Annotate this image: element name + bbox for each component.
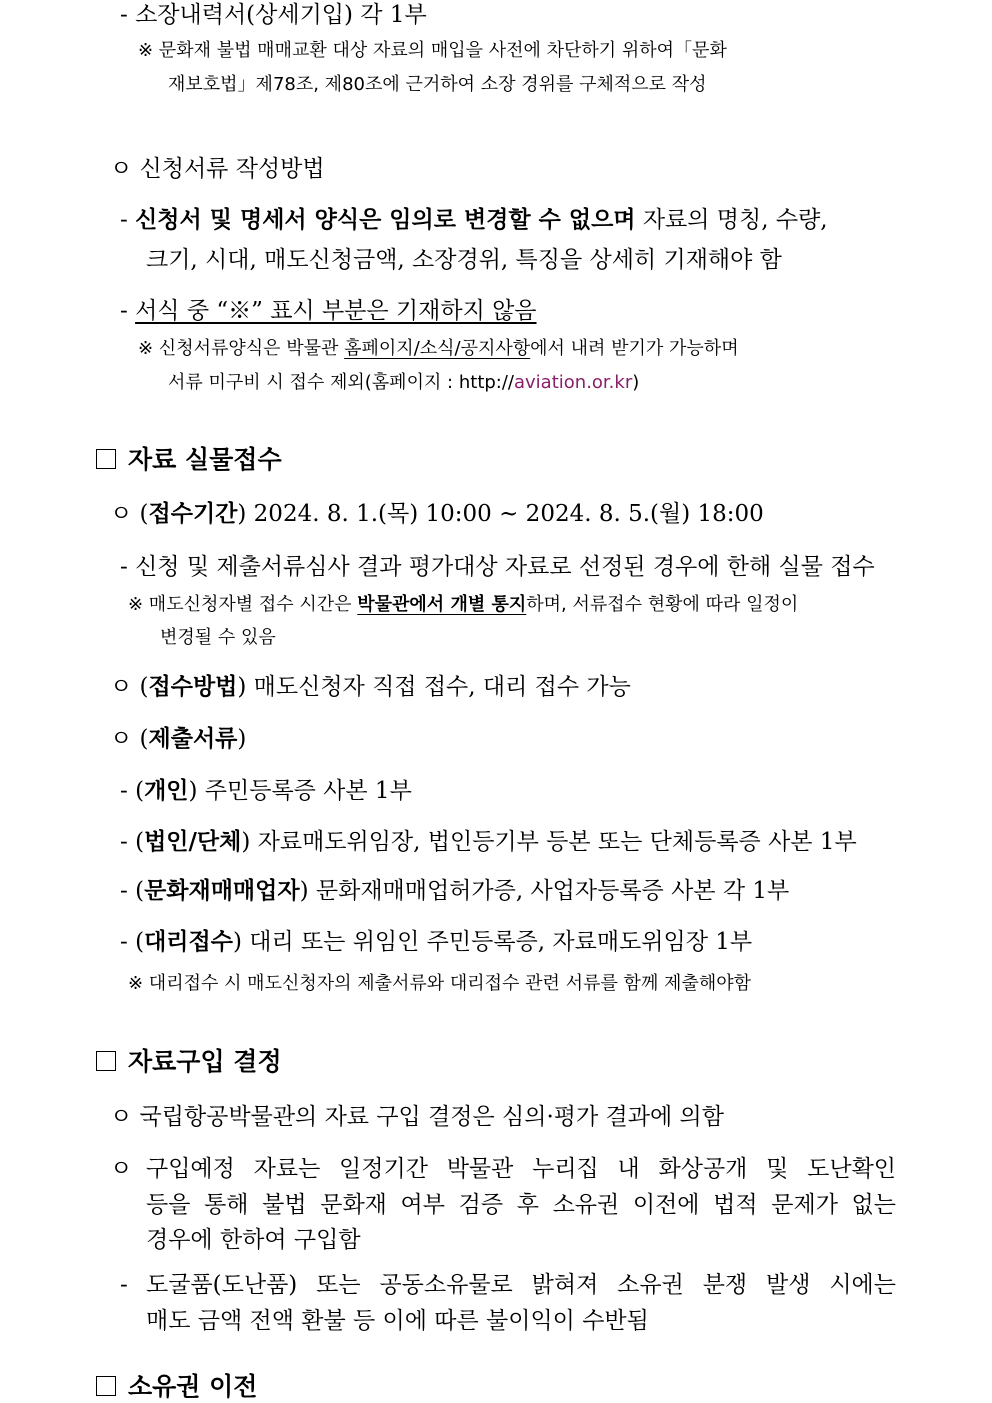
heading-text: 자료구입 결정 [128,1047,282,1076]
bold-underlined-text: 박물관에서 개별 통지 [357,594,527,615]
doc-line [120,927,752,957]
text: 에서 내려 받기가 가능하며 [530,338,739,359]
underlined-text: 홈페이지/소식/공지사항 [344,338,531,359]
doc-line [120,827,857,857]
text: ) [632,372,640,393]
doc-line: - 소장내력서(상세기입) 각 1부 [120,2,427,28]
doc-line: 구입예정 자료는 일정기간 박물관 누리집 내 화상공개 및 도난확인 [146,1156,896,1182]
text: ) 2024. 8. 1.(목) 10:00 ~ 2024. 8. 5.(월) 18:00 [237,501,764,527]
doc-line: 경우에 한하여 구입함 [146,1227,361,1253]
bullet-line: ㅇ 국립항공박물관의 자료 구입 결정은 심의·평가 결과에 의함 [110,1104,724,1130]
bold-text: 대리접수 [144,928,233,955]
note-line: ※ 문화재 불법 매매교환 대상 자료의 매입을 사전에 차단하기 위하여「문화 [138,40,727,61]
doc-line [120,776,412,806]
bold-text: 접수방법 [148,673,238,700]
doc-line: 도굴품(도난품) 또는 공동소유물로 밝혀져 소유권 분쟁 발생 시에는 [146,1272,896,1298]
text: 자료의 명칭, 수량, [635,207,828,233]
text: ) 대리 또는 위임인 주민등록증, 자료매도위임장 1부 [232,929,753,955]
bullet-mark: ㅇ [110,1156,133,1182]
doc-line [120,205,828,235]
doc-line: 매도 금액 전액 환불 등 이에 따른 불이익이 수반됨 [146,1308,649,1334]
bold-text: 문화재매매업자 [144,877,300,904]
bullet-line [110,672,631,702]
text: ) 문화재매매업허가증, 사업자등록증 사본 각 1부 [299,878,790,904]
note-line: 변경될 수 있음 [160,627,276,648]
text: ※ 매도신청자별 접수 시간은 [128,594,358,615]
text: - [120,207,136,233]
note-line: ※ 대리접수 시 매도신청자의 제출서류와 대리접수 관련 서류를 함께 제출해야함 [128,973,751,994]
note-line: 재보호법」제78조, 제80조에 근거하여 소장 경위를 구체적으로 작성 [168,74,707,95]
section-heading [96,444,282,476]
note-line [138,336,739,362]
doc-line [120,296,537,326]
dash-mark: - [120,1272,128,1298]
text: ) 매도신청자 직접 접수, 대리 접수 가능 [237,674,631,700]
checkbox-square-icon [96,1051,116,1071]
text: ㅇ ( [110,501,149,527]
heading-text: 소유권 이전 [128,1372,258,1401]
text: 서류 미구비 시 접수 제외(홈페이지 : http:// [168,372,514,393]
bold-text: 제출서류 [148,725,238,752]
url-link[interactable]: aviation.or.kr [514,372,633,393]
text: ㅇ ( [110,726,149,752]
text: - ( [120,878,145,904]
bold-text: 법인/단체 [144,828,242,855]
doc-line: 등을 통해 불법 문화재 여부 검증 후 소유권 이전에 법적 문제가 없는 [146,1192,896,1218]
text: - [120,298,136,324]
doc-line: 크기, 시대, 매도신청금액, 소장경위, 특징을 상세히 기재해야 함 [146,247,782,273]
doc-line: - 신청 및 제출서류심사 결과 평가대상 자료로 선정된 경우에 한해 실물 접수 [120,554,875,580]
heading-text: 자료 실물접수 [128,445,282,474]
text: ) 주민등록증 사본 1부 [188,778,412,804]
underlined-text: 서식 중 “※” 표시 부분은 기재하지 않음 [135,298,537,324]
bold-text: 개인 [144,777,189,804]
text: 하며, 서류접수 현황에 따라 일정이 [526,594,799,615]
text: ) [237,726,247,752]
text: - ( [120,929,145,955]
note-line [128,592,798,618]
bold-text: 접수기간 [148,500,238,527]
doc-line [120,876,789,906]
bold-text: 신청서 및 명세서 양식은 임의로 변경할 수 없으며 [135,206,636,233]
checkbox-square-icon [96,1376,116,1396]
note-line [168,370,639,396]
text: ) 자료매도위임장, 법인등기부 등본 또는 단체등록증 사본 1부 [241,829,857,855]
bullet-line [110,499,764,529]
text: ㅇ ( [110,674,149,700]
text: ※ 신청서류양식은 박물관 [138,338,345,359]
bullet-line [110,724,246,754]
checkbox-square-icon [96,449,116,469]
section-heading [96,1046,282,1078]
section-heading [96,1371,257,1403]
text: - ( [120,829,145,855]
text: - ( [120,778,145,804]
sub-heading: ㅇ 신청서류 작성방법 [110,156,325,182]
